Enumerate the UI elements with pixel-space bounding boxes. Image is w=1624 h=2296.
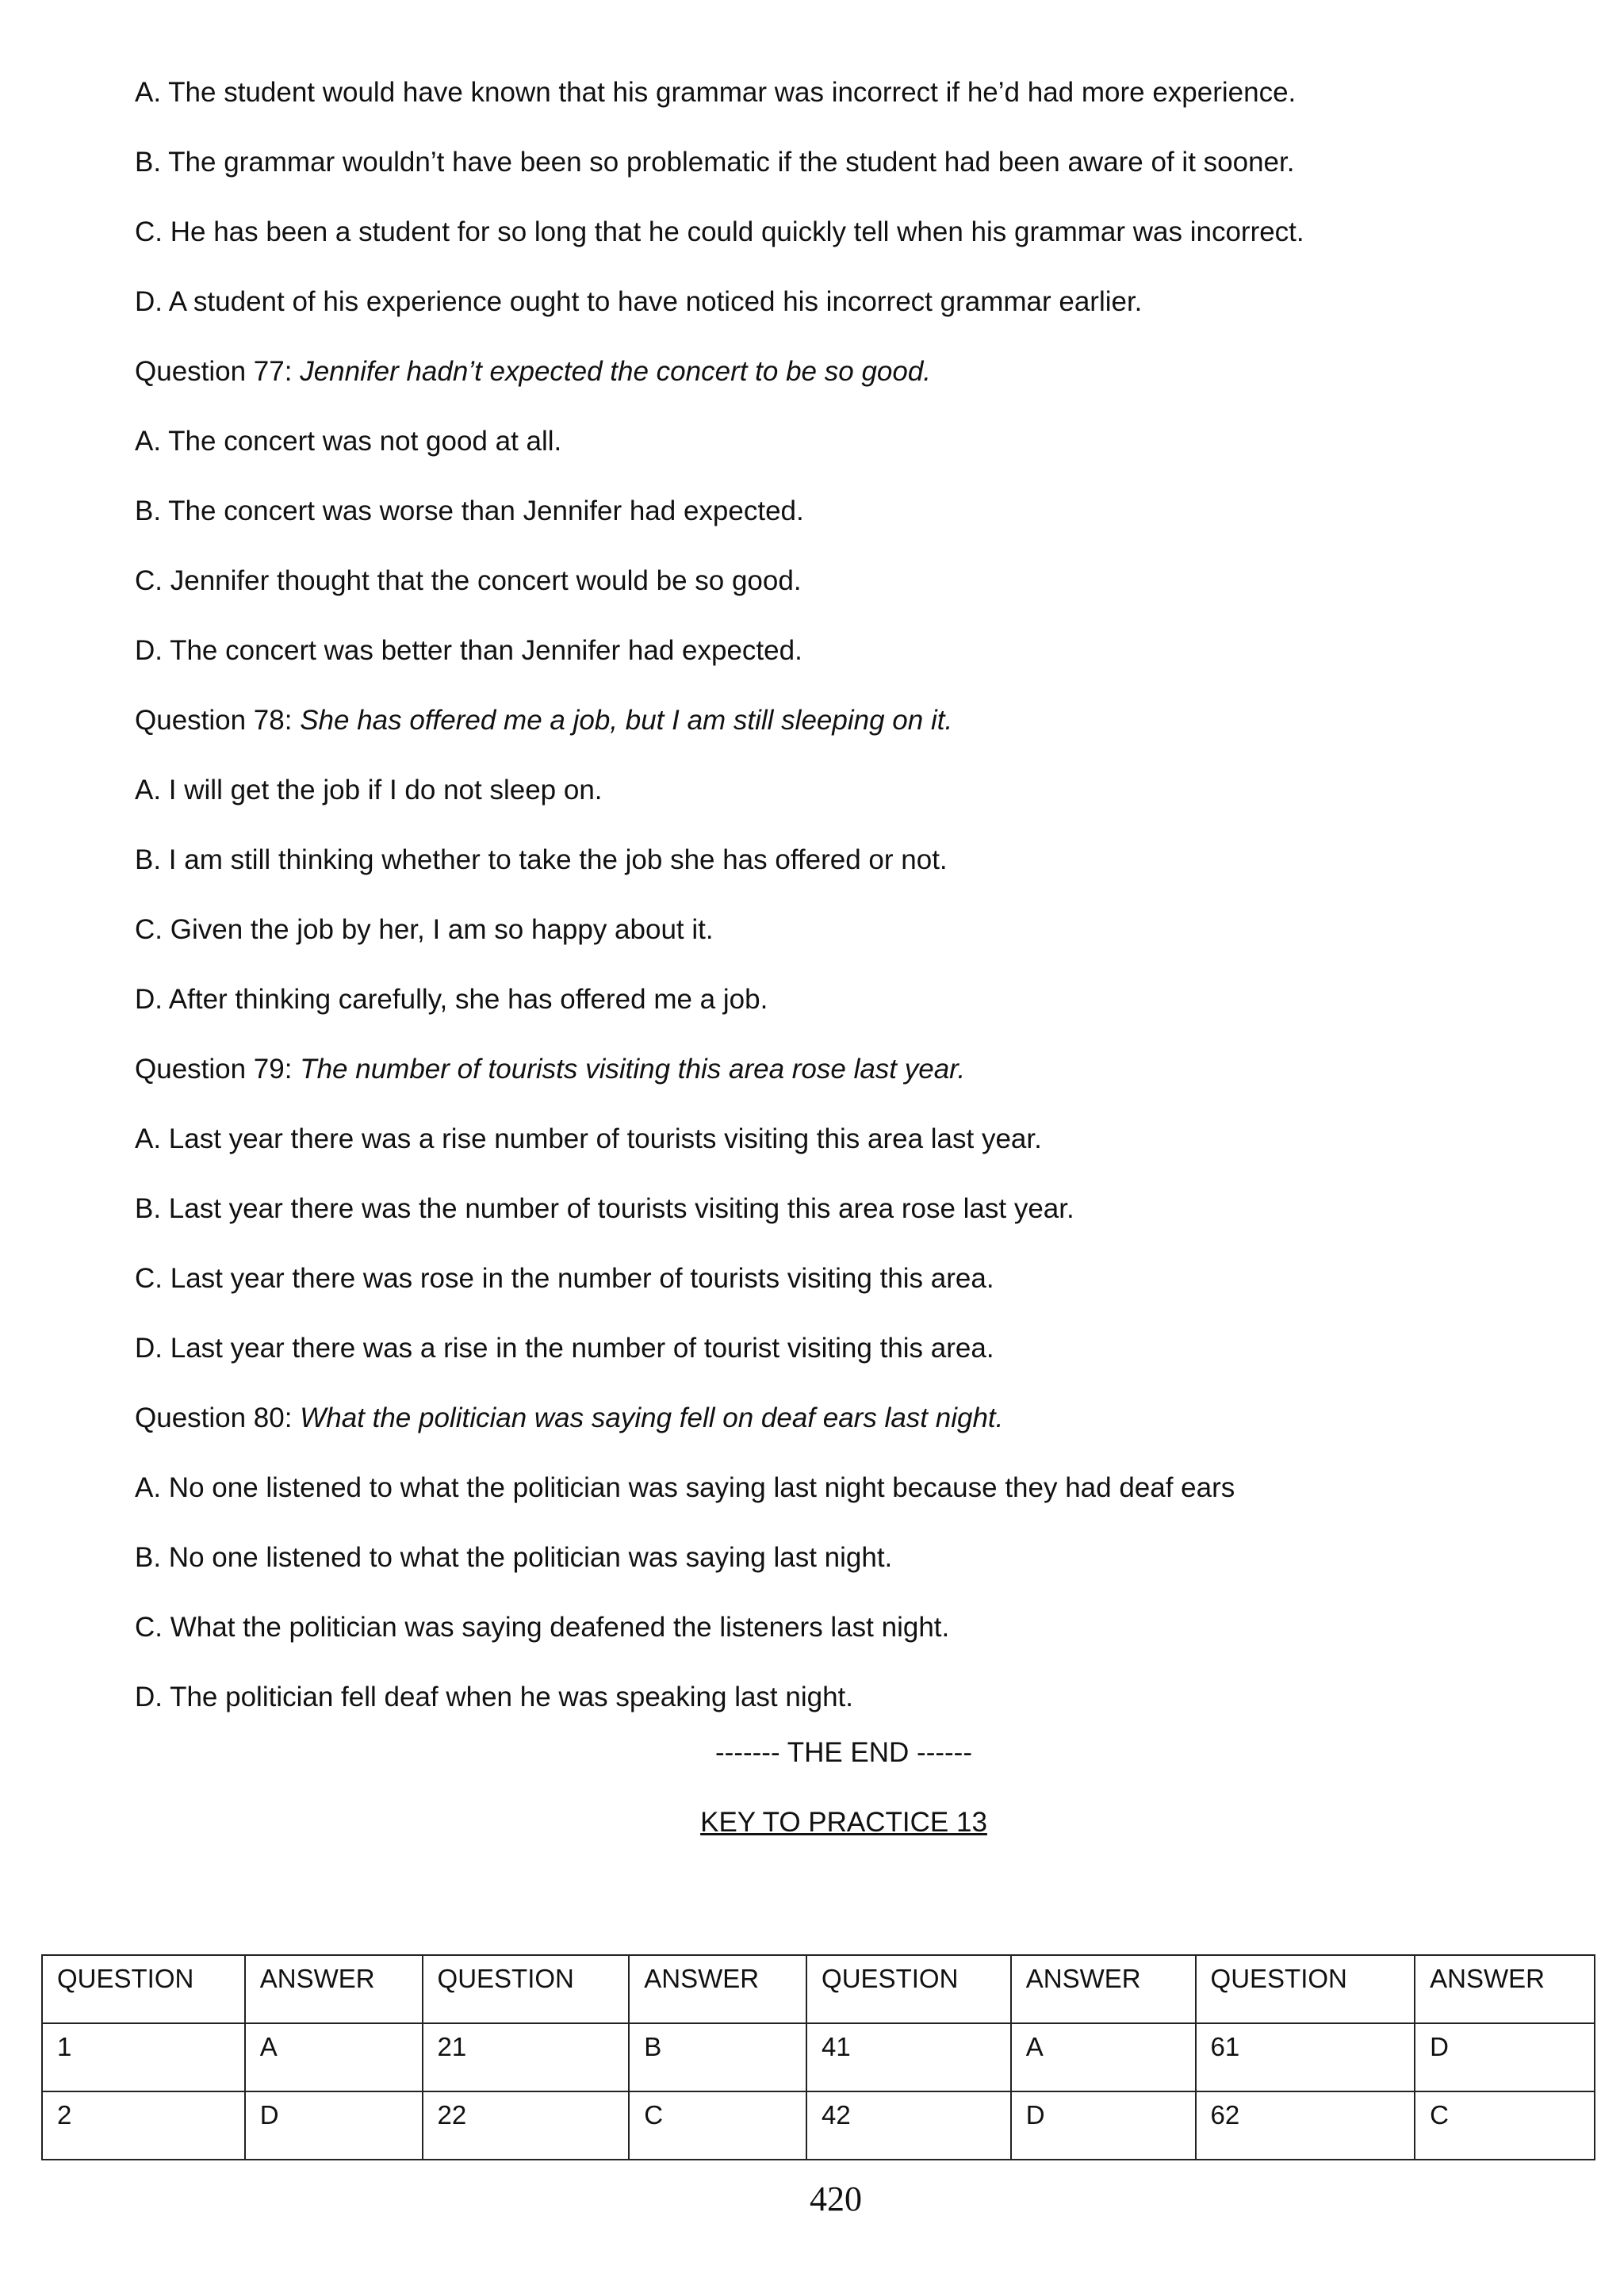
option-text: A. The concert was not good at all.	[135, 426, 562, 457]
question-text: The number of tourists visiting this area rose last year.	[300, 1054, 966, 1085]
option-line	[135, 1257, 1562, 1327]
key-title: KEY TO PRACTICE 13	[700, 1807, 987, 1838]
question-line	[135, 350, 1562, 420]
table-header-cell: ANSWER	[629, 1955, 806, 2023]
option-line	[135, 211, 1562, 281]
option-text: B. I am still thinking whether to take the job she has offered or not.	[135, 844, 948, 875]
table-cell: 22	[423, 2091, 630, 2160]
option-line	[135, 490, 1562, 560]
table-cell: A	[1011, 2023, 1196, 2091]
option-text: C. Jennifer thought that the concert would be so good.	[135, 565, 802, 596]
table-cell: 1	[42, 2023, 245, 2091]
option-text: B. Last year there was the number of tourists visiting this area rose last year.	[135, 1193, 1074, 1224]
option-line	[135, 1467, 1562, 1536]
table-cell: C	[1415, 2091, 1595, 2160]
table-header-cell: QUESTION	[1196, 1955, 1415, 2023]
option-line	[135, 141, 1562, 211]
option-line	[135, 1188, 1562, 1257]
option-text: A. I will get the job if I do not sleep on.	[135, 775, 603, 806]
question-label: Question 78:	[135, 705, 301, 736]
option-text: D. The politician fell deaf when he was speaking last night.	[135, 1682, 854, 1712]
table-cell: 41	[806, 2023, 1011, 2091]
table-cell: A	[245, 2023, 423, 2091]
table-header-cell: QUESTION	[806, 1955, 1011, 2023]
table-cell: D	[245, 2091, 423, 2160]
table-header-row	[42, 1955, 1595, 2023]
option-text: A. The student would have known that his grammar was incorrect if he’d had more experience.	[135, 77, 1297, 108]
table-row	[42, 2023, 1595, 2091]
option-text: D. The concert was better than Jennifer had expected.	[135, 635, 802, 666]
option-line	[135, 420, 1562, 490]
question-label: Question 80:	[135, 1402, 301, 1433]
table-header-cell: QUESTION	[42, 1955, 245, 2023]
option-line	[135, 629, 1562, 699]
table-row	[42, 2091, 1595, 2160]
option-line	[135, 560, 1562, 629]
table-cell: C	[629, 2091, 806, 2160]
option-line	[135, 71, 1562, 141]
option-text: B. The concert was worse than Jennifer had expected.	[135, 496, 804, 526]
option-line	[135, 1676, 1562, 1746]
option-text: D. A student of his experience ought to have noticed his incorrect grammar earlier.	[135, 286, 1143, 317]
question-text: Jennifer hadn’t expected the concert to be so good.	[300, 356, 932, 387]
table-cell: 2	[42, 2091, 245, 2160]
option-line	[135, 1606, 1562, 1676]
option-text: A. No one listened to what the politician was saying last night because they had deaf ears	[135, 1472, 1235, 1503]
question-line	[135, 699, 1562, 769]
question-label: Question 77:	[135, 356, 301, 387]
table-header-cell: ANSWER	[1415, 1955, 1595, 2023]
question-text: What the politician was saying fell on deaf ears last night.	[300, 1402, 1004, 1433]
option-text: B. The grammar wouldn’t have been so problematic if the student had been aware of it sooner.	[135, 147, 1295, 178]
end-marker: ------- THE END ------	[715, 1737, 972, 1768]
option-line	[135, 1327, 1562, 1397]
table-cell: 61	[1196, 2023, 1415, 2091]
option-line	[135, 769, 1562, 839]
table-cell: D	[1415, 2023, 1595, 2091]
option-text: A. Last year there was a rise number of tourists visiting this area last year.	[135, 1123, 1042, 1154]
question-content	[135, 71, 1562, 1746]
option-line	[135, 978, 1562, 1048]
option-line	[135, 839, 1562, 909]
page-number: 420	[810, 2179, 862, 2218]
option-line	[135, 1118, 1562, 1188]
option-text: D. After thinking carefully, she has offered me a job.	[135, 984, 768, 1015]
option-line	[135, 1536, 1562, 1606]
table-cell: 42	[806, 2091, 1011, 2160]
option-text: C. Given the job by her, I am so happy about it.	[135, 914, 714, 945]
table-cell: 21	[423, 2023, 630, 2091]
option-text: C. Last year there was rose in the number of tourists visiting this area.	[135, 1263, 994, 1294]
question-text: She has offered me a job, but I am still sleeping on it.	[300, 705, 953, 736]
option-line	[135, 281, 1562, 350]
question-line	[135, 1397, 1562, 1467]
option-text: C. He has been a student for so long that he could quickly tell when his grammar was incorrect.	[135, 216, 1304, 247]
question-label: Question 79:	[135, 1054, 301, 1085]
question-line	[135, 1048, 1562, 1118]
table-cell: B	[629, 2023, 806, 2091]
table-header-cell: QUESTION	[423, 1955, 630, 2023]
table-header-cell: ANSWER	[1011, 1955, 1196, 2023]
option-line	[135, 909, 1562, 978]
table-header-cell: ANSWER	[245, 1955, 423, 2023]
option-text: C. What the politician was saying deafened the listeners last night.	[135, 1612, 950, 1643]
table-cell: 62	[1196, 2091, 1415, 2160]
option-text: B. No one listened to what the politician was saying last night.	[135, 1542, 893, 1573]
table-cell: D	[1011, 2091, 1196, 2160]
option-text: D. Last year there was a rise in the number of tourist visiting this area.	[135, 1333, 994, 1364]
answer-key-table	[41, 1954, 1595, 2160]
